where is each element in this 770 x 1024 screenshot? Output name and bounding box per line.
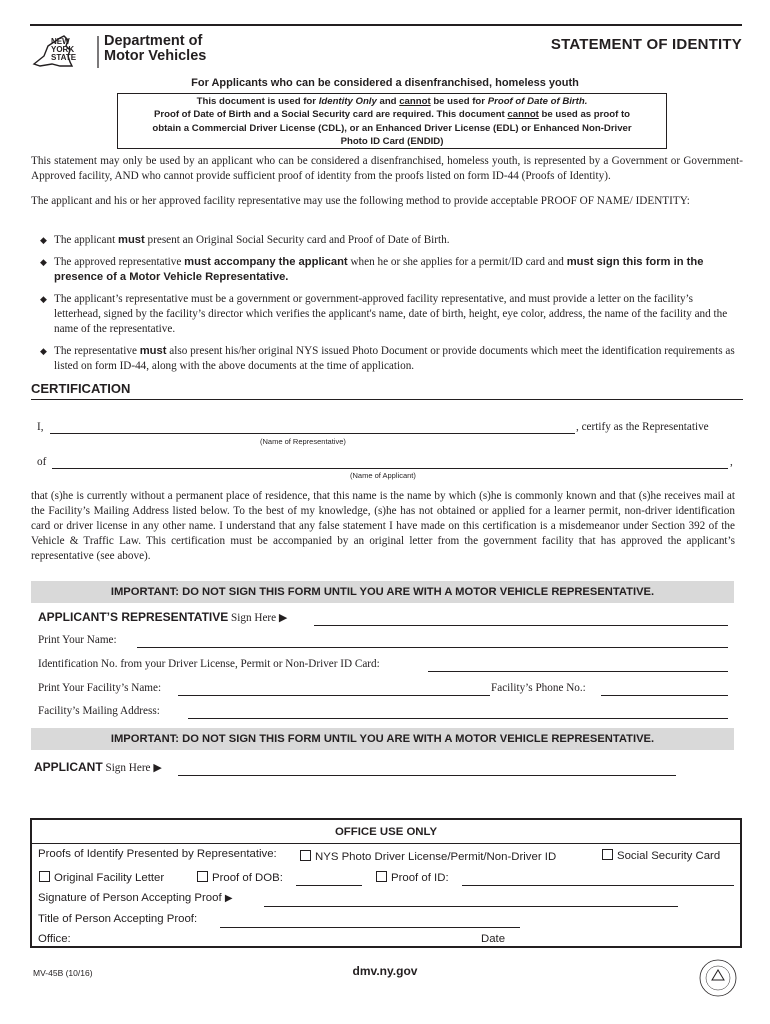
facility-letter-checkbox[interactable] xyxy=(39,871,50,882)
form-number: MV-45B (10/16) xyxy=(33,968,93,978)
logo-line3: STATE xyxy=(51,53,77,62)
i-label: I, xyxy=(37,421,44,433)
bullet-1: ◆ The applicant must present an Original Social Security card and Proof of Date of Birth. xyxy=(40,234,450,246)
certification-rule xyxy=(31,399,743,400)
intro-paragraph-2: The applicant and his or her approved facility representative may use the following method to provide acceptable PROOF OF NAME/ IDENTITY: xyxy=(31,195,690,207)
arrow-right-icon: ▶ xyxy=(278,612,288,624)
id-no-label: Identification No. from your Driver License, Permit or Non-Driver ID Card: xyxy=(38,658,380,670)
recycle-seal-icon xyxy=(698,958,738,998)
applicant-signature-field[interactable] xyxy=(178,763,676,776)
accepting-title-field[interactable] xyxy=(220,915,520,928)
notice-box: This document is used for Identity Only and cannot be used for Proof of Date of Birth. Proof of Date of Birth and a Social Security card are required. This document cannot be used as proof to obtain a Commercial Driver License (CDL), or an Enhanced Driver License (EDL) or Enhanced Non-Driver Photo ID Card (ENDID) xyxy=(117,93,667,149)
mailing-address-field[interactable] xyxy=(188,706,728,719)
facility-name-label: Print Your Facility’s Name: xyxy=(38,682,162,694)
name-rep-caption: (Name of Representative) xyxy=(260,437,346,446)
certify-text: , certify as the Representative xyxy=(576,421,709,433)
of-label: of xyxy=(37,456,47,468)
date-label: Date xyxy=(481,933,506,945)
date-field[interactable] xyxy=(513,935,735,948)
id-option[interactable]: Proof of ID: xyxy=(376,871,449,884)
intro-paragraph-1: This statement may only be used by an applicant who can be considered a disenfranchised, homeless youth, is represented by a Government or Government-Approved facility, AND who cannot provide sufficient proof of identity from the proofs listed on form ID-44 (Proofs of Identity). xyxy=(31,155,743,182)
certification-heading: CERTIFICATION xyxy=(31,381,131,396)
arrow-right-icon: ▶ xyxy=(153,762,162,774)
subtitle: For Applicants who can be considered a disenfranchised, homeless youth xyxy=(191,77,579,89)
arrow-right-icon: ▶ xyxy=(224,893,233,904)
print-name-label: Print Your Name: xyxy=(38,634,117,646)
bullet-4: ◆ The representative must also present his/her original NYS issued Photo Document or provide documents which meet the identification requirements as listed on form ID-44, along with the above documents at the time of application. xyxy=(40,345,735,372)
id-proof-field[interactable] xyxy=(462,873,734,886)
proofs-label: Proofs of Identify Presented by Representative: xyxy=(38,848,277,860)
bullet-3: ◆ The applicant’s representative must be a government or government-approved facility representative, and must provide a letter on the facility’s letterhead, signed by the facility’s director which verifies the applicant's name, date of birth, height, eye color, address, the name of the facility and the name of the representative. xyxy=(40,293,728,335)
bullet-icon: ◆ xyxy=(40,235,47,245)
nys-logo xyxy=(30,34,100,75)
id-checkbox[interactable] xyxy=(376,871,387,882)
bullet-icon: ◆ xyxy=(40,346,47,356)
office-title-rule xyxy=(30,843,740,844)
bullet-2: ◆ The approved representative must accompany the applicant when he or she applies for a permit/ID card and must sign this form in the presence of a Motor Vehicle Representative. xyxy=(40,256,704,283)
top-rule xyxy=(30,24,742,26)
bullet-icon: ◆ xyxy=(40,294,47,304)
bullet-icon: ◆ xyxy=(40,257,47,267)
website: dmv.ny.gov xyxy=(352,964,418,978)
rep-print-name-field[interactable] xyxy=(137,635,728,648)
ssc-checkbox[interactable] xyxy=(602,849,613,860)
accepting-signature-field[interactable] xyxy=(264,894,678,907)
facility-letter-option[interactable]: Original Facility Letter xyxy=(39,871,164,884)
page-title: STATEMENT OF IDENTITY xyxy=(550,36,742,53)
photo-id-checkbox[interactable] xyxy=(300,850,311,861)
dob-checkbox[interactable] xyxy=(197,871,208,882)
certification-statement: that (s)he is currently without a permanent place of residence, that this name is the name by which (s)he is commonly known and that (s)he receives mail at the Facility’s Mailing Address listed below. To the best of my knowledge, (s)he has not obtained or applied for a learner permit, non-driver identification card or driver license in any other name. I understand that any false statement I have made on this certification is a misdemeanor under Section 392 of the Vehicle & Traffic Law. This certification must be accompanied by an original letter from the government facility that has approved the applicant’s representative (see above). xyxy=(31,490,735,562)
logo-line2: YORK xyxy=(51,45,75,54)
logo-line1: NEW xyxy=(51,37,70,46)
facility-phone-label: Facility’s Phone No.: xyxy=(491,682,586,694)
rep-id-number-field[interactable] xyxy=(428,659,728,672)
name-app-caption: (Name of Applicant) xyxy=(350,471,416,480)
representative-name-field[interactable] xyxy=(50,421,575,434)
sig-label: Signature of Person Accepting Proof ▶ xyxy=(38,892,233,904)
dob-field[interactable] xyxy=(296,873,362,886)
rep-sign-label: APPLICANT’S REPRESENTATIVE Sign Here ▶ xyxy=(38,610,288,624)
office-use-box xyxy=(30,818,742,948)
important-banner-1: IMPORTANT: DO NOT SIGN THIS FORM UNTIL YOU ARE WITH A MOTOR VEHICLE REPRESENTATIVE. xyxy=(31,581,734,603)
ssc-option[interactable]: Social Security Card xyxy=(602,849,720,862)
applicant-sign-label: APPLICANT Sign Here ▶ xyxy=(34,760,162,774)
office-label: Office: xyxy=(38,933,71,945)
comma: , xyxy=(730,456,733,468)
facility-phone-field[interactable] xyxy=(601,683,728,696)
dob-option[interactable]: Proof of DOB: xyxy=(197,871,283,884)
photo-id-option[interactable]: NYS Photo Driver License/Permit/Non-Driver ID xyxy=(300,850,556,863)
office-field[interactable] xyxy=(79,935,475,948)
mailing-address-label: Facility’s Mailing Address: xyxy=(38,705,160,717)
applicant-name-field[interactable] xyxy=(52,456,728,469)
rep-signature-field[interactable] xyxy=(314,613,728,626)
office-title: OFFICE USE ONLY xyxy=(334,826,438,838)
title-label: Title of Person Accepting Proof: xyxy=(38,913,198,925)
agency-name: Department of Motor Vehicles xyxy=(104,33,207,64)
important-banner-2: IMPORTANT: DO NOT SIGN THIS FORM UNTIL YOU ARE WITH A MOTOR VEHICLE REPRESENTATIVE. xyxy=(31,728,734,750)
facility-name-field[interactable] xyxy=(178,683,490,696)
recycled-seal xyxy=(698,958,738,998)
